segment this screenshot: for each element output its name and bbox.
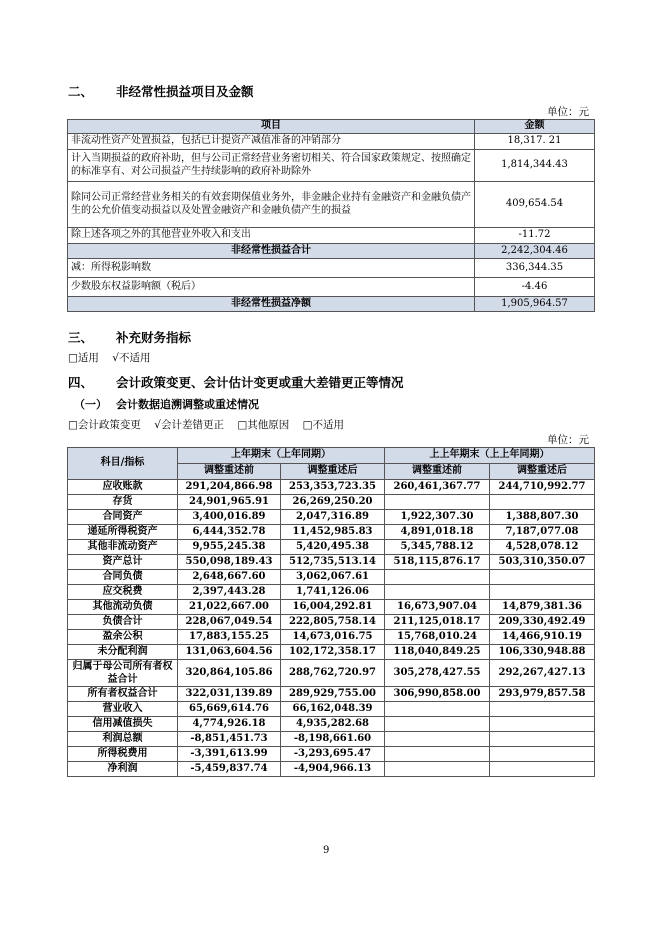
table-row [68,182,595,228]
not-applicable-checkbox[interactable]: □不适用 [302,419,344,431]
table-row [68,495,595,510]
value-2prior-after: 244,710,992.77 [490,480,595,495]
table-row [68,480,595,495]
value-prior-after: 66,162,048.39 [281,702,385,717]
value-prior-before: -5,459,837.74 [178,762,281,777]
table-row [68,645,595,660]
value-prior-after: 288,762,720.97 [281,660,385,687]
value-2prior-after [490,495,595,510]
value-prior-after: -8,198,661.60 [281,732,385,747]
value-2prior-before: 15,768,010.24 [385,630,490,645]
value-prior-after: -4,904,966.13 [281,762,385,777]
value-2prior-after: 14,466,910.19 [490,630,595,645]
row-item: 除上述各项之外的其他营业外收入和支出 [68,228,475,244]
value-prior-after: 2,047,316.89 [281,510,385,525]
row-subject: 其他流动负债 [68,600,178,615]
value-2prior-after: 4,528,078.12 [490,540,595,555]
value-2prior-before: 4,891,018.18 [385,525,490,540]
row-subject: 资产总计 [68,555,178,570]
row-subject: 净利润 [68,762,178,777]
value-2prior-before [385,702,490,717]
value-prior-before: 65,669,614.76 [178,702,281,717]
table-row [68,510,595,525]
value-2prior-before [385,495,490,510]
value-2prior-before: 118,040,849.25 [385,645,490,660]
value-2prior-after: 503,310,350.07 [490,555,595,570]
subsection-1-options [68,417,354,432]
table-row [68,687,595,702]
value-2prior-before: 260,461,367.77 [385,480,490,495]
table1-header-amount: 金额 [475,120,595,134]
other-reason-checkbox[interactable]: □其他原因 [237,419,290,431]
value-prior-before: 228,067,049.54 [178,615,281,630]
value-prior-before: 24,901,965.91 [178,495,281,510]
value-2prior-after [490,732,595,747]
value-2prior-before [385,732,490,747]
value-prior-before: -3,391,613.99 [178,747,281,762]
table-row [68,150,595,182]
row-item: 计入当期损益的政府补助，但与公司正常经营业务密切相关、符合国家政策规定、按照确定的标准享有、对公司损益产生持续影响的政府补助除外 [68,150,475,182]
total-row [68,297,595,312]
table-row [68,259,595,278]
value-2prior-before: 1,922,307.30 [385,510,490,525]
table-row [68,660,595,687]
header-prior-year: 上年期末（上年同期） [178,448,385,464]
value-prior-before: 2,397,443.28 [178,585,281,600]
row-item: 非流动性资产处置损益，包括已计提资产减值准备的冲销部分 [68,134,475,150]
table-row [68,228,595,244]
header-before-2: 调整重述前 [385,464,490,480]
value-prior-after: 14,673,016.75 [281,630,385,645]
value-2prior-before [385,570,490,585]
value-prior-after: -3,293,695.47 [281,747,385,762]
value-prior-before: 131,063,604.56 [178,645,281,660]
section-3-title: 补充财务指标 [116,330,192,345]
value-2prior-before [385,762,490,777]
page-number: 9 [323,845,330,856]
row-subject: 其他非流动资产 [68,540,178,555]
section-3-number: 三、 [68,330,94,345]
row-item: 除同公司正常经营业务相关的有效套期保值业务外，非金融企业持有金融资产和金融负债产生的公允价值变动损益以及处置金融资产和金融负债产生的损益 [68,182,475,228]
table1-header-item: 项目 [68,120,475,134]
error-correction-checkbox[interactable]: √会计差错更正 [154,419,224,431]
value-prior-before: 4,774,926.18 [178,717,281,732]
row-subject: 应交税费 [68,585,178,600]
section-2-heading [68,82,254,100]
value-2prior-before: 306,990,858.00 [385,687,490,702]
row-amount: 18,317. 21 [475,134,595,150]
value-2prior-before [385,747,490,762]
row-subject: 归属于母公司所有者权益合计 [68,660,178,687]
value-prior-before: 9,955,245.38 [178,540,281,555]
row-subject: 所有者权益合计 [68,687,178,702]
table-row [68,762,595,777]
restatement-table [67,447,595,777]
section-2-number: 二、 [68,84,94,99]
value-prior-after: 102,172,358.17 [281,645,385,660]
row-subject: 递延所得税资产 [68,525,178,540]
value-2prior-after: 209,330,492.49 [490,615,595,630]
row-subject: 信用减值损失 [68,717,178,732]
value-prior-after: 4,935,282.68 [281,717,385,732]
value-prior-after: 222,805,758.14 [281,615,385,630]
row-subject: 未分配利润 [68,645,178,660]
row-subject: 合同资产 [68,510,178,525]
subsection-1-number: （一） [74,398,107,411]
table-row [68,134,595,150]
value-2prior-after [490,762,595,777]
table1-header-row [68,120,595,134]
value-prior-before: 550,098,189.43 [178,555,281,570]
value-prior-before: 3,400,016.89 [178,510,281,525]
non-recurring-items-table [67,119,595,312]
value-prior-before: 322,031,139.89 [178,687,281,702]
row-amount: 336,344.35 [475,259,595,278]
value-2prior-after [490,702,595,717]
value-2prior-after: 293,979,857.58 [490,687,595,702]
row-amount: 1,814,344.43 [475,150,595,182]
section-2-title: 非经常性损益项目及金额 [116,84,254,99]
header-after-1: 调整重述后 [281,464,385,480]
row-amount: 1,905,964.57 [475,297,595,312]
value-2prior-after: 1,388,807.30 [490,510,595,525]
table-row [68,732,595,747]
section-3-options [68,350,160,365]
row-subject: 应收账款 [68,480,178,495]
value-prior-after: 512,735,513.14 [281,555,385,570]
value-prior-before: 2,648,667.60 [178,570,281,585]
section-4-heading [68,373,404,391]
value-prior-after: 3,062,067.61 [281,570,385,585]
value-2prior-after: 14,879,381.36 [490,600,595,615]
unit-label-2: 单位：元 [547,434,589,446]
subsection-1-heading [74,396,259,412]
value-prior-before: 21,022,667.00 [178,600,281,615]
row-item: 减：所得税影响数 [68,259,475,278]
subsection-1-title: 会计数据追溯调整或重述情况 [116,398,259,411]
section-4-title: 会计政策变更、会计估计变更或重大差错更正等情况 [116,375,404,390]
row-subject: 营业收入 [68,702,178,717]
table-row [68,615,595,630]
value-2prior-before: 16,673,907.04 [385,600,490,615]
value-prior-before: 320,864,105.86 [178,660,281,687]
value-2prior-before: 211,125,018.17 [385,615,490,630]
not-applicable-checkbox[interactable]: √不适用 [112,352,151,364]
row-amount: -4.46 [475,278,595,297]
row-item: 非经常性损益合计 [68,244,475,259]
table-row [68,540,595,555]
policy-change-checkbox[interactable]: □会计政策变更 [68,419,141,431]
value-2prior-after [490,717,595,732]
table-row [68,278,595,297]
restatement-table-body [68,480,595,777]
section-4-number: 四、 [68,375,94,390]
value-prior-after: 253,353,723.35 [281,480,385,495]
header-two-years-prior: 上上年期末（上上年同期） [385,448,595,464]
row-subject: 负债合计 [68,615,178,630]
table-row [68,717,595,732]
row-subject: 盈余公积 [68,630,178,645]
section-3-heading [68,328,191,346]
value-2prior-after [490,585,595,600]
value-2prior-after [490,747,595,762]
row-amount: 409,654.54 [475,182,595,228]
value-prior-before: -8,851,451.73 [178,732,281,747]
table-row [68,600,595,615]
table-row [68,525,595,540]
value-prior-after: 5,420,495.38 [281,540,385,555]
value-2prior-before: 518,115,876.17 [385,555,490,570]
header-subject: 科目/指标 [68,448,178,480]
header-after-2: 调整重述后 [490,464,595,480]
row-subject: 存货 [68,495,178,510]
value-2prior-after: 292,267,427.13 [490,660,595,687]
value-prior-after: 16,004,292.81 [281,600,385,615]
value-prior-after: 11,452,985.83 [281,525,385,540]
value-prior-after: 1,741,126.06 [281,585,385,600]
row-subject: 所得税费用 [68,747,178,762]
table-row [68,570,595,585]
value-2prior-after: 106,330,948.88 [490,645,595,660]
row-item: 非经常性损益净额 [68,297,475,312]
value-prior-before: 291,204,866.98 [178,480,281,495]
header-before-1: 调整重述前 [178,464,281,480]
table-row [68,630,595,645]
table-row [68,555,595,570]
value-2prior-before: 305,278,427.55 [385,660,490,687]
row-amount: -11.72 [475,228,595,244]
table-row [68,702,595,717]
table-row [68,585,595,600]
value-prior-after: 289,929,755.00 [281,687,385,702]
subtotal-row [68,244,595,259]
value-2prior-before [385,717,490,732]
row-subject: 合同负债 [68,570,178,585]
value-prior-after: 26,269,250.20 [281,495,385,510]
table-row [68,747,595,762]
value-prior-before: 17,883,155.25 [178,630,281,645]
value-2prior-before [385,585,490,600]
unit-label-1: 单位：元 [547,106,589,118]
table2-header-row-1 [68,448,595,464]
row-amount: 2,242,304.46 [475,244,595,259]
value-2prior-after: 7,187,077.08 [490,525,595,540]
row-subject: 利润总额 [68,732,178,747]
value-prior-before: 6,444,352.78 [178,525,281,540]
row-item: 少数股东权益影响额（税后） [68,278,475,297]
value-2prior-before: 5,345,788.12 [385,540,490,555]
value-2prior-after [490,570,595,585]
applicable-checkbox[interactable]: □适用 [68,352,99,364]
